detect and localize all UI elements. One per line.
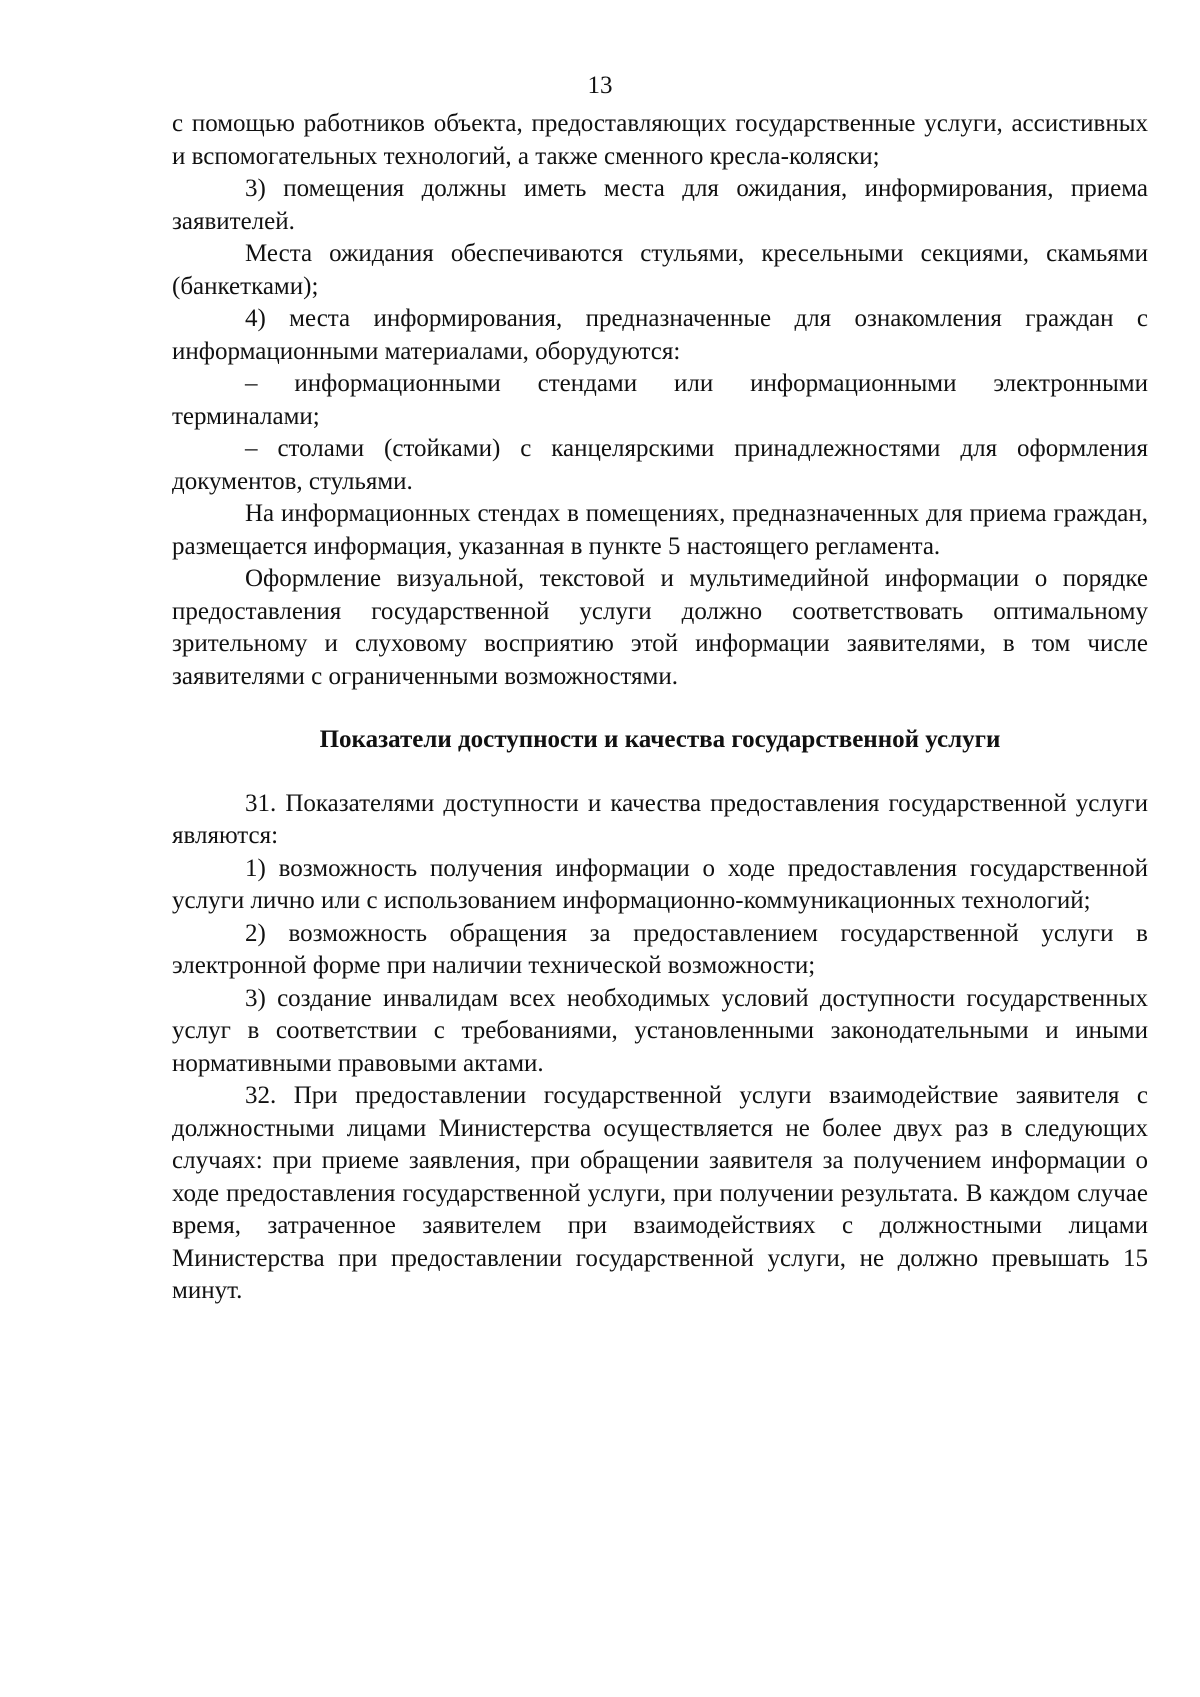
paragraph: Оформление визуальной, текстовой и мультимедийной информации о порядке предоставления государственной услуги должно соответствовать оптимальному зрительному и слуховому восприятию этой информации заявителями, в том числе заявителями с ограниченными возможностями.: [172, 565, 1148, 690]
section-heading: Показатели доступности и качества государственной услуги: [319, 726, 1001, 753]
paragraph: 4) места информирования, предназначенные для ознакомления граждан с информационными материалами, оборудуются:: [172, 305, 1148, 365]
document-body: [172, 108, 1148, 1308]
paragraph: На информационных стендах в помещениях, предназначенных для приема граждан, размещается информация, указанная в пункте 5 настоящего регламента.: [172, 500, 1148, 560]
list-item: 1) возможность получения информации о ходе предоставления государственной услуги лично или с использованием информационно-коммуникационных технологий;: [172, 854, 1148, 914]
list-item: – столами (стойками) с канцелярскими принадлежностями для оформления документов, стульями.: [172, 435, 1148, 495]
paragraph: с помощью работников объекта, предоставляющих государственные услуги, ассистивных и вспомогательных технологий, а также сменного кресла-коляски;: [172, 110, 1148, 170]
paragraph: 31. Показателями доступности и качества предоставления государственной услуги являются:: [172, 789, 1148, 849]
paragraph: 32. При предоставлении государственной услуги взаимодействие заявителя с должностными лицами Министерства осуществляется не более двух раз в следующих случаях: при приеме заявления, при обращении заявителя за получением информации о ходе предоставления государственной услуги, при получении результата. В каждом случае время, затраченное заявителем при взаимодействиях с должностными лицами Министерства при предоставлении государственной услуги, не должно превышать 15 минут.: [172, 1082, 1148, 1304]
paragraph: 3) помещения должны иметь места для ожидания, информирования, приема заявителей.: [172, 175, 1148, 235]
list-item: – информационными стендами или информационными электронными терминалами;: [172, 370, 1148, 430]
page-number: 13: [587, 72, 613, 99]
paragraph: Места ожидания обеспечиваются стульями, кресельными секциями, скамьями (банкетками);: [172, 240, 1148, 300]
list-item: 2) возможность обращения за предоставлением государственной услуги в электронной форме при наличии технической возможности;: [172, 919, 1148, 979]
list-item: 3) создание инвалидам всех необходимых условий доступности государственных услуг в соответствии с требованиями, установленными законодательными и иными нормативными правовыми актами.: [172, 984, 1148, 1077]
